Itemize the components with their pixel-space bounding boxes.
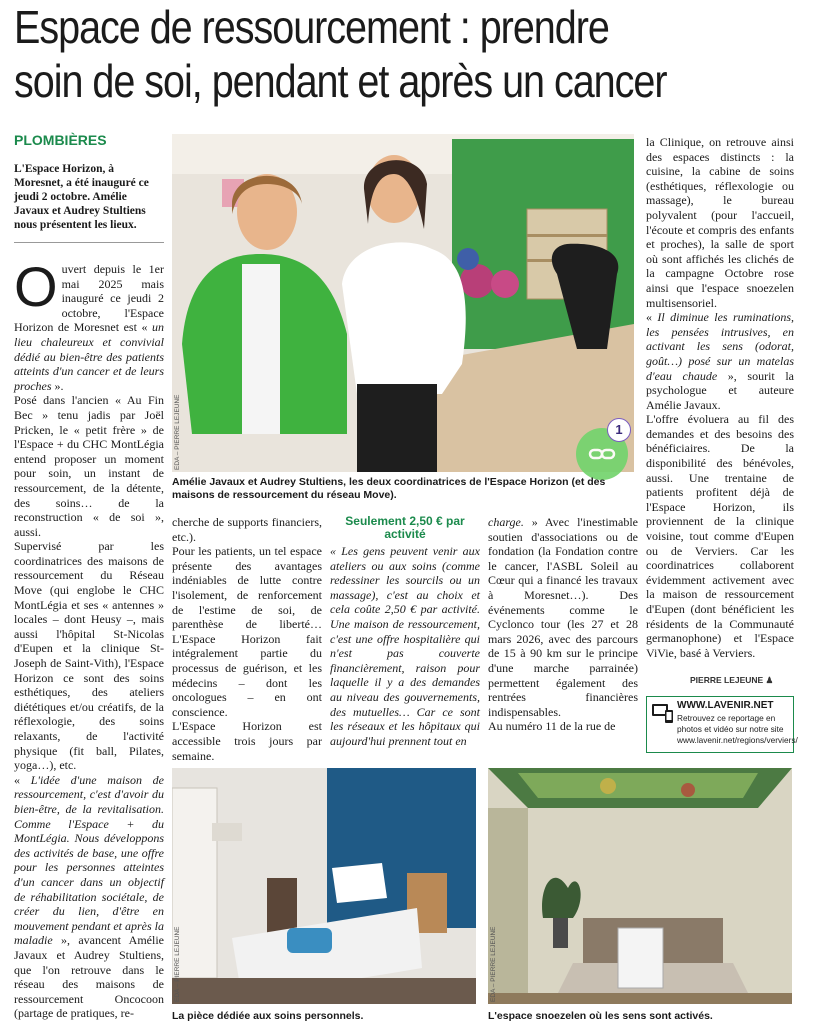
website-title[interactable]: WWW.LAVENIR.NET — [677, 700, 774, 711]
author-signature: PIERRE LEJEUNE ♟ — [690, 675, 774, 685]
website-text: Retrouvez ce reportage en photos et vidéo sur notre site www.lavenir.net/regions/verviers/ — [677, 713, 798, 745]
article-column-3 — [330, 515, 480, 748]
care-room-credit: EDA – PIERRE LEJEUNE — [174, 926, 181, 1002]
care-room-illustration — [172, 768, 476, 1004]
lead-divider — [14, 242, 164, 243]
col2-paragraph-3: L'Espace Horizon est accessible trois jours par semaine. — [172, 719, 322, 763]
headline-line-1: Espace de ressourcement : prendre — [14, 1, 609, 53]
col4-paragraph-2: Au numéro 11 de la rue de — [488, 719, 616, 734]
snoezelen-credit: EDA – PIERRE LEJEUNE — [490, 926, 497, 1002]
col2-paragraph-2: Pour les patients, un tel espace présente des avantages indéniables de lutte contre l'isolement, de renforcement de l'estime de soi, de parenthèse de liberté… L'Espace Horizon fait intégralement partie du processus de guérison, et les médecins – dont les oncologues – en ont conscience. — [172, 544, 322, 719]
col5-paragraph-2: « Il diminue les ruminations, les pensées intrusives, en activant les sens (odorat, goût…) posé sur un matelas d'eau chaude », sourit la psychologue et auteure Amélie Javaux. — [646, 310, 795, 412]
col1-paragraph-2: Posé dans l'ancien « Au Fin Bec » tenu jadis par Joël Pricken, le « petit frère » de l'Espace + du CHC MontLégia entend proposer un moment pour soin, un instant de ressourcement, de la détente, des soins… de la reconstruction « de soi », aussi. — [14, 393, 164, 539]
snoezelen-caption: L'espace snoezelen où les sens sont activés. — [488, 1010, 713, 1022]
main-photo-caption: Amélie Javaux et Audrey Stultiens, les deux coordinatrices de l'Espace Horizon (et des maisons de ressourcement du réseau Move). — [172, 476, 606, 501]
col1-paragraph-3: Supervisé par les coordinatrices des maisons de ressourcement du Réseau Move (qui englobe le CHC MontLégia et ses « antennes » locales – dont Heusy –, mais aussi l'hôpital St-Nicolas d'Eupen et la clinique St-Joseph de Saint-Vith), l'Espace Horizon ce sont des soins esthétiques, des ateliers diététiques et/ou créatifs, de la réflexologie, des soins relaxants, de l'activité physique (fit ball, Pilates, yoga…), etc. — [14, 539, 164, 773]
snoezelen-photo — [488, 768, 792, 1004]
lead-paragraph: L'Espace Horizon, à Moresnet, a été inauguré ce jeudi 2 octobre. Amélie Javaux et Audrey Stultiens nous présentent les lieux. — [14, 163, 149, 231]
headline-line-2: soin de soi, pendant et après un cancer — [14, 55, 667, 107]
main-photo-credit: EDA – PIERRE LEJEUNE — [174, 394, 181, 470]
col5-paragraph-3: L'offre évoluera au fil des demandes et des besoins des bénéficiaires. De la disponibilité des bénévoles, aussi. Une trentaine de patients profitent déjà de l'Espace Horizon, ils proviennent de la clinique voisine, tout comme d'Eupen ou de Verviers. Car les coordinatrices collaborent évidemment activement avec la maison de ressourcement d'Eupen (dont bénéficient les résidents de la Communauté germanophone) et l'Espace ViVie, basé à Verviers. — [646, 412, 794, 660]
article-column-5 — [646, 135, 794, 660]
col5-paragraph-1: la Clinique, on retrouve ainsi des espaces distincts : la cuisine, la cabine de soins (esthétiques, réflexologie ou massage), le bureau polyvalent (pour l'accueil, l'écoute et compris des enfants et proches), la salle de sport où sont affichés les clichés de la campagne Octobre rose ainsi que l'espace snoezelen multisensoriel. — [646, 135, 794, 310]
care-room-caption: La pièce dédiée aux soins personnels. — [172, 1010, 364, 1022]
col1-quote: un lieu chaleureux et convivial dédié au bien-être des patients atteints d'un cancer et de leurs proches — [14, 320, 164, 393]
device-icon — [651, 701, 675, 725]
locality-label: PLOMBIÈRES — [14, 132, 107, 148]
subhead-price: Seulement 2,50 € par activité — [345, 514, 465, 541]
main-photo — [172, 134, 634, 472]
website-promo-box[interactable] — [646, 696, 798, 753]
col3-paragraph-1: « Les gens peuvent venir aux ateliers ou aux soins (comme redessiner les sourcils ou un massage), c'est au choix et cela coûte 2,50 € par activité. Une maison de ressourcement, c'est une offre hospitalière qui n'est pas couverte financièrement, raison pour laquelle il y a des demandes au niveau des gouvernements, des mutuelles… Car ce sont les réseaux et les hôpitaux qui aujourd'hui prennent tout en — [330, 544, 480, 748]
col4-paragraph-1: charge. » Avec l'inestimable soutien d'associations ou de fondation (la Fondation contre le cancer, l'ASBL Soleil au Cœur qui a financé les travaux à Moresnet…). Des événements comme le Cyclonco tour (les 27 et 28 mars 2026, avec des parcours de 15 à 90 km sur le principe d'une marche parrainée) permettent également des rentrées financières indispensables. — [488, 515, 638, 719]
article-column-4 — [488, 515, 638, 734]
col1-text-end: ». — [51, 378, 64, 393]
headline — [14, 0, 814, 108]
annotation-badge[interactable]: 1 — [607, 418, 631, 442]
article-column-1 — [14, 255, 164, 1021]
drop-cap: O — [14, 255, 58, 318]
col2-paragraph-1: cherche de supports financiers, etc.). — [172, 515, 322, 544]
care-room-photo — [172, 768, 476, 1004]
col1-text: uvert depuis le 1er mai 2025 mais inauguré ce jeudi 2 octobre, l'Espace Horizon de Moresnet est « — [14, 262, 164, 335]
snoezelen-illustration — [488, 768, 792, 1004]
author-icon: ♟ — [765, 675, 774, 685]
main-photo-illustration — [172, 134, 634, 472]
col1-paragraph-4: « L'idée d'une maison de ressourcement, c'est d'avoir du bien-être, de la revitalisation. Comme l'Espace + du MontLégia. Nous développons des activités de base, une offre pour les personnes atteintes d'un cancer dans un objectif de réhabilitation sociétale, de créer du lien, d'être en mouvement pendant et après la maladie », avancent Amélie Javaux et Audrey Stultiens, que l'on retrouve dans le réseau des maisons de ressourcement Oncocoon (partage de pratiques, re- — [14, 772, 164, 1021]
article-column-2 — [172, 515, 322, 763]
